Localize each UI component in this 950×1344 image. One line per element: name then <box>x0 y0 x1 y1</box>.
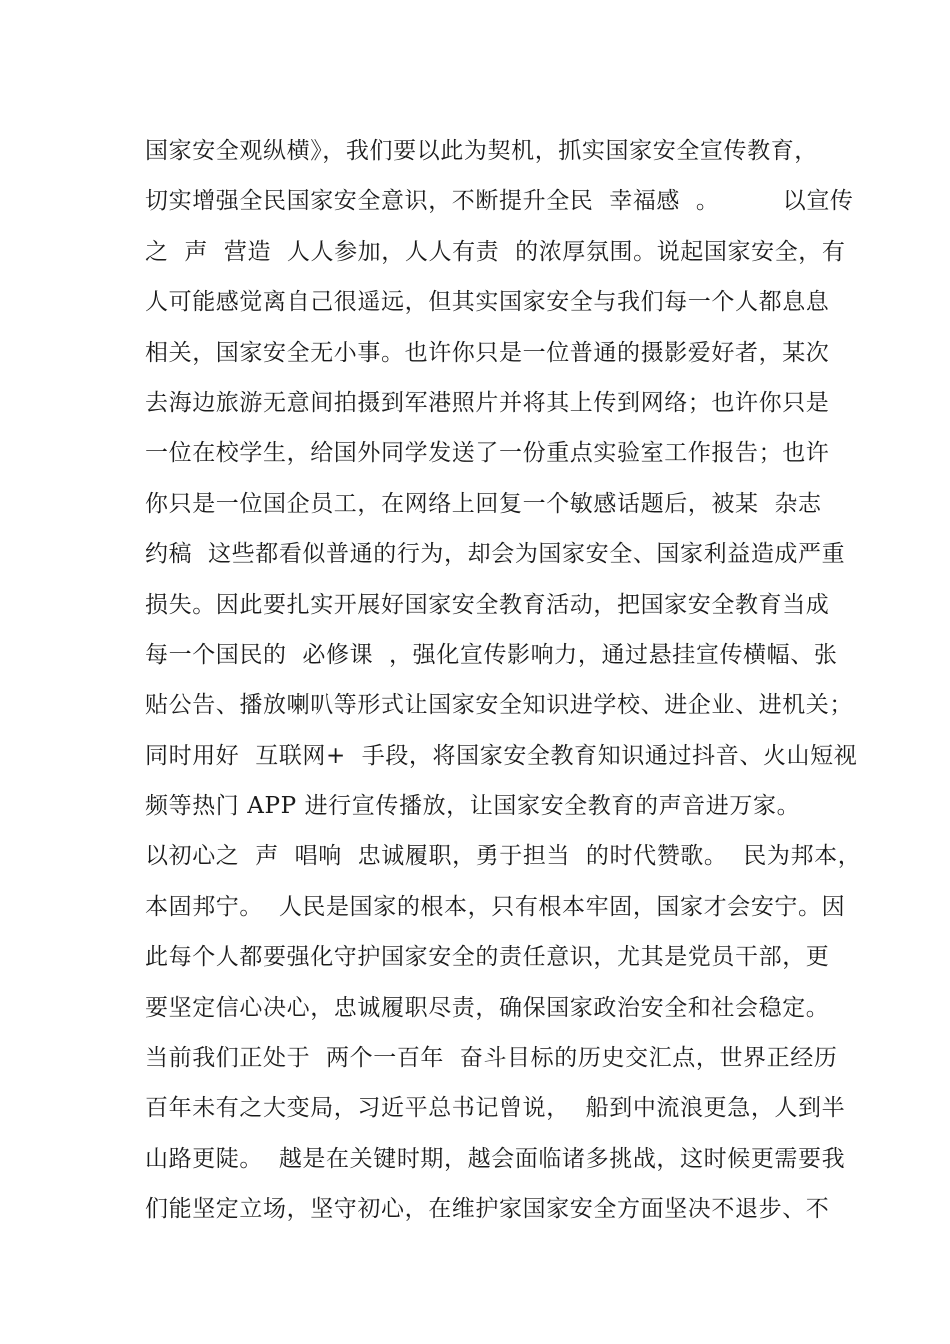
text-line: 每一个国民的 必修课 ，强化宣传影响力，通过悬挂宣传横幅、张 <box>145 641 838 668</box>
text-line: 损失。因此要扎实开展好国家安全教育活动，把国家安全教育当成 <box>145 591 830 618</box>
text-line: 贴公告、播放喇叭等形式让国家安全知识进学校、进企业、进机关； <box>145 692 853 719</box>
text-line: 山路更陡。 越是在关键时期，越会面临诸多挑战，这时候更需要我 <box>145 1145 846 1172</box>
text-line: 要坚定信心决心，忠诚履职尽责，确保国家政治安全和社会稳定。 <box>145 994 830 1021</box>
text-line: 同时用好 互联网+ 手段，将国家安全教育知识通过抖音、火山短视 <box>145 742 858 769</box>
text-line: 频等热门 APP 进行宣传播放，让国家安全教育的声音进万家。 <box>145 793 801 820</box>
text-line: 切实增强全民国家安全意识，不断提升全民 幸福感 。 以宣传 <box>145 188 854 215</box>
text-line: 一位在校学生，给国外同学发送了一份重点实验室工作报告；也许 <box>145 440 830 467</box>
text-line: 本固邦宁。 人民是国家的根本，只有根本牢固，国家才会安宁。因 <box>145 893 846 920</box>
text-line: 人可能感觉离自己很遥远，但其实国家安全与我们每一个人都息息 <box>145 289 830 316</box>
text-line: 相关，国家安全无小事。也许你只是一位普通的摄影爱好者，某次 <box>145 339 830 366</box>
text-line: 百年未有之大变局，习近平总书记曾说， 船到中流浪更急，人到半 <box>145 1095 846 1122</box>
text-line: 此每个人都要强化守护国家安全的责任意识，尤其是党员干部，更 <box>145 944 830 971</box>
text-line: 当前我们正处于 两个一百年 奋斗目标的历史交汇点，世界正经历 <box>145 1045 838 1072</box>
text-line: 去海边旅游无意间拍摄到军港照片并将其上传到网络；也许你只是 <box>145 389 830 416</box>
body-text <box>145 126 862 1235</box>
text-line: 以初心之 声 唱响 忠诚履职，勇于担当 的时代赞歌。 民为邦本， <box>145 843 862 870</box>
text-line: 约稿 这些都看似普通的行为，却会为国家安全、国家利益造成严重 <box>145 541 846 568</box>
text-line: 们能坚定立场，坚守初心，在维护家国家安全方面坚决不退步、不 <box>145 1196 830 1223</box>
text-line: 你只是一位国企员工，在网络上回复一个敏感话题后，被某 杂志 <box>145 490 822 517</box>
text-line: 国家安全观纵横》，我们要以此为契机，抓实国家安全宣传教育， <box>145 138 818 164</box>
text-line: 之 声 营造 人人参加，人人有责 的浓厚氛围。说起国家安全，有 <box>145 238 846 265</box>
